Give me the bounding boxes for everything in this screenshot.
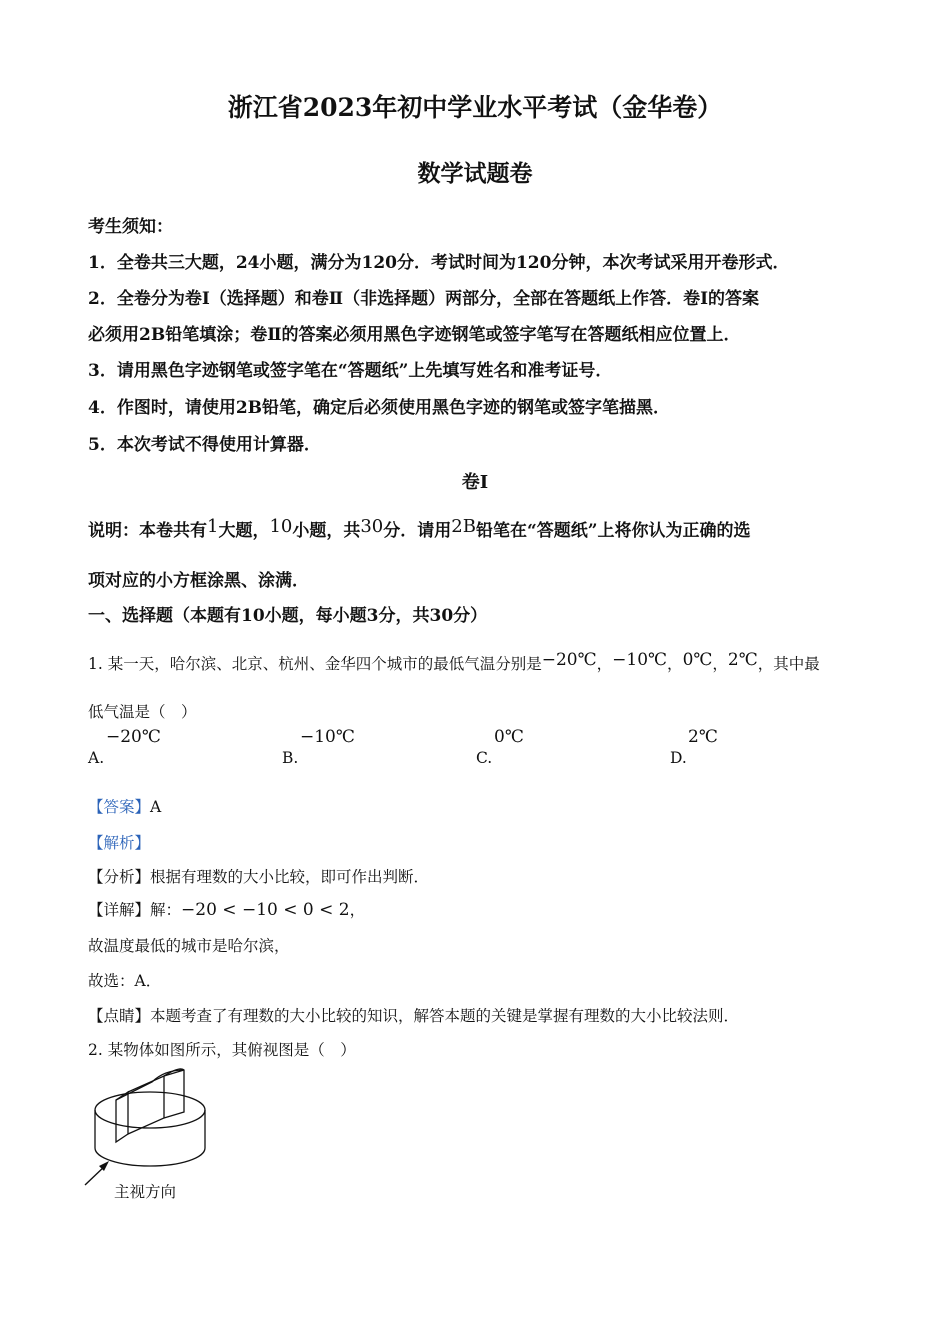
q1-option-a[interactable]: [88, 727, 161, 767]
notice-item-2: 2．全卷分为卷Ⅰ（选择题）和卷Ⅱ（非选择题）两部分，全部在答题纸上作答．卷Ⅰ的答案: [88, 289, 760, 309]
q1-stem: [88, 652, 820, 674]
section-description: [88, 516, 751, 541]
answer-label: 【答案】: [88, 798, 151, 816]
cylinder-top-ellipse: [95, 1092, 205, 1128]
q1-temp-3: 0℃: [682, 650, 713, 670]
q1-choose: 故选：A．: [88, 972, 162, 990]
notice-item-5: 5．本次考试不得使用计算器．: [88, 435, 321, 455]
q1-option-c[interactable]: [476, 727, 524, 767]
q1-sep-1: ，: [596, 655, 613, 673]
q2-figure-caption: 主视方向: [114, 1183, 177, 1201]
answer-value: A: [150, 798, 162, 816]
xiangjie-tail: ，: [349, 901, 366, 919]
q1-answer: [88, 795, 161, 817]
option-letter: A.: [88, 749, 105, 767]
xiangjie-math: −20 < −10 < 0 < 2: [181, 900, 350, 920]
option-value: −20℃: [106, 727, 161, 747]
option-value: 0℃: [494, 727, 524, 747]
exam-title: 浙江省2023年初中学业水平考试（金华卷）: [227, 93, 723, 122]
option-letter: B.: [282, 749, 299, 767]
notice-item-3: 3．请用黑色字迹钢笔或签字笔在“答题纸”上先填写姓名和准考证号．: [88, 361, 613, 381]
option-letter: D.: [670, 749, 687, 767]
desc-part-a: 说明：本卷共有: [88, 521, 207, 541]
fenxi-text: 根据有理数的大小比较，即可作出判断．: [150, 868, 430, 886]
dianjing-label: 【点睛】: [88, 1007, 151, 1025]
q1-xiangjie: [88, 898, 365, 920]
block-top-face: [116, 1070, 184, 1100]
q1-stem-tail: ，其中最: [757, 655, 820, 673]
q1-option-b[interactable]: [282, 727, 355, 767]
q1-temp-4: 2℃: [727, 650, 758, 670]
desc-count-questions: 10: [269, 516, 293, 537]
q1-option-d[interactable]: [670, 727, 718, 767]
q1-analysis-label: [88, 831, 150, 853]
q2-stem: 2. 某物体如图所示，其俯视图是（ ）: [88, 1041, 356, 1059]
q1-sep-3: ，: [712, 655, 728, 673]
option-value: −10℃: [300, 727, 355, 747]
part-title: 一、选择题（本题有10小题，每小题3分，共30分）: [88, 606, 488, 626]
notice-item-2-cont: 必须用2B铅笔填涂；卷Ⅱ的答案必须用黑色字迹钢笔或签字笔写在答题纸相应位置上．: [88, 325, 741, 345]
option-letter: C.: [476, 749, 493, 767]
section-description-line2: 项对应的小方框涂黑、涂满．: [88, 571, 309, 591]
q1-fenxi: [88, 865, 429, 887]
q1-conclusion: 故温度最低的城市是哈尔滨，: [88, 937, 290, 955]
q1-temp-1: −20℃: [541, 650, 597, 670]
desc-pencil: 2B: [451, 516, 476, 537]
xiangjie-label: 【详解】: [88, 901, 151, 919]
notice-item-1: 1．全卷共三大题，24小题，满分为120分．考试时间为120分钟，本次考试采用开卷形式．: [88, 253, 790, 273]
q1-temp-2: −10℃: [612, 650, 668, 670]
desc-part-d: 分．请用: [383, 521, 452, 541]
q1-dianjing: [88, 1004, 739, 1026]
view-direction-arrow-icon: [82, 1158, 112, 1188]
desc-count-parts: 1: [207, 516, 219, 537]
desc-part-b: 大题，: [218, 521, 270, 541]
desc-part-c: 小题，共: [292, 521, 361, 541]
desc-part-e: 铅笔在“答题纸”上将你认为正确的选: [475, 521, 751, 541]
dianjing-text: 本题考查了有理数的大小比较的知识，解答本题的关键是掌握有理数的大小比较法则．: [150, 1007, 740, 1025]
q1-stem-line2: 低气温是（ ）: [88, 703, 197, 721]
notice-heading: 考生须知：: [88, 217, 173, 237]
desc-total-score: 30: [360, 516, 384, 537]
option-value: 2℃: [688, 727, 718, 747]
xiangjie-text: 解：: [150, 901, 182, 919]
q1-sep-2: ，: [667, 655, 683, 673]
fenxi-label: 【分析】: [88, 868, 151, 886]
exam-subtitle: 数学试题卷: [417, 160, 533, 187]
analysis-label: 【解析】: [88, 834, 151, 852]
section-heading: 卷Ⅰ: [461, 472, 489, 493]
q1-stem-text: 1. 某一天，哈尔滨、北京、杭州、金华四个城市的最低气温分别是: [88, 655, 542, 673]
notice-item-4: 4．作图时，请使用2B铅笔，确定后必须使用黑色字迹的钢笔或签字笔描黑．: [88, 398, 671, 418]
